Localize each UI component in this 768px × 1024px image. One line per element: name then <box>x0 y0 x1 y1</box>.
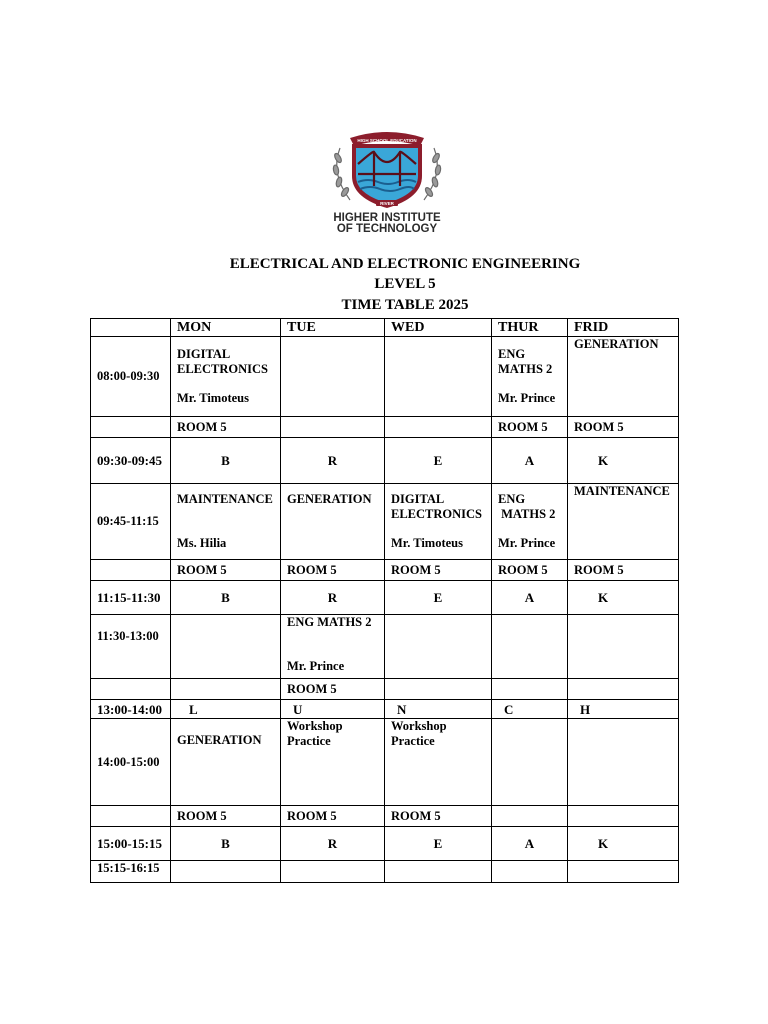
header-time-cell <box>91 319 171 337</box>
tue-cell <box>281 615 385 679</box>
break-letter: A <box>492 438 568 484</box>
lunch-row <box>91 700 679 719</box>
teacher-name: Mr. Timoteus <box>391 536 463 550</box>
thur-cell <box>492 337 568 417</box>
department-title: ELECTRICAL AND ELECTRONIC ENGINEERING <box>229 256 581 272</box>
logo-emblem <box>320 128 454 214</box>
subject-line: ENG <box>498 347 526 361</box>
room-cell: ROOM 5 <box>568 560 679 581</box>
room-cell: ROOM 5 <box>492 417 568 438</box>
break-letter: E <box>385 581 492 615</box>
room-cell <box>281 417 385 438</box>
subject-line: DIGITAL <box>177 347 231 361</box>
thur-cell <box>492 615 568 679</box>
room-cell: ROOM 5 <box>281 679 385 700</box>
logo-bottom-tag: RIVER <box>380 201 394 206</box>
mon-cell <box>171 719 281 806</box>
header-tue: TUE <box>281 319 385 337</box>
subject-line: Workshop <box>391 719 447 733</box>
time-cell <box>91 337 171 417</box>
break-letter: E <box>385 827 492 861</box>
time-cell: 11:15-11:30 <box>91 581 171 615</box>
time-cell: 09:45-11:15 <box>91 484 171 560</box>
room-row <box>91 679 679 700</box>
lunch-letter: L <box>171 700 281 719</box>
subject-line: GENERATION <box>574 337 659 351</box>
frid-cell <box>568 719 679 806</box>
time-cell <box>91 679 171 700</box>
room-cell: ROOM 5 <box>171 806 281 827</box>
level-title: LEVEL 5 <box>374 276 436 292</box>
tue-cell <box>281 861 385 883</box>
room-row <box>91 806 679 827</box>
room-cell <box>171 679 281 700</box>
wed-cell <box>385 615 492 679</box>
teacher-name: Mr. Prince <box>498 536 556 550</box>
tue-cell <box>281 719 385 806</box>
break-letter: B <box>171 581 281 615</box>
subject-line: ELECTRONICS <box>177 362 268 376</box>
timetable <box>90 318 679 883</box>
tue-cell <box>281 484 385 560</box>
subject-line: MATHS 2 <box>498 507 556 521</box>
thur-cell <box>492 861 568 883</box>
room-cell: ROOM 5 <box>171 560 281 581</box>
table-row <box>91 861 679 883</box>
time-cell <box>91 806 171 827</box>
logo-name-line1: HIGHER INSTITUTE <box>333 212 441 224</box>
break-letter: K <box>568 438 679 484</box>
time-cell: 14:00-15:00 <box>91 719 171 806</box>
break-letter: B <box>171 827 281 861</box>
mon-cell <box>171 615 281 679</box>
subject-line: GENERATION <box>287 492 372 506</box>
tue-cell <box>281 337 385 417</box>
room-cell: ROOM 5 <box>385 560 492 581</box>
subject-line: ENG MATHS 2 <box>287 615 372 629</box>
lunch-letter: U <box>281 700 385 719</box>
break-letter: A <box>492 581 568 615</box>
subject-line: GENERATION <box>177 733 262 747</box>
subject-line: Practice <box>287 734 331 748</box>
teacher-name: Mr. Timoteus <box>177 391 249 405</box>
lunch-letter: H <box>568 700 679 719</box>
room-cell <box>492 679 568 700</box>
wed-cell <box>385 337 492 417</box>
break-letter: A <box>492 827 568 861</box>
break-letter: B <box>171 438 281 484</box>
wed-cell <box>385 719 492 806</box>
break-letter: E <box>385 438 492 484</box>
room-cell <box>385 417 492 438</box>
room-cell: ROOM 5 <box>568 417 679 438</box>
wed-cell <box>385 861 492 883</box>
room-cell <box>568 806 679 827</box>
time-cell: 15:15-16:15 <box>91 861 171 883</box>
time-cell: 11:30-13:00 <box>91 615 171 679</box>
table-row <box>91 615 679 679</box>
lunch-letter: N <box>385 700 492 719</box>
header-wed: WED <box>385 319 492 337</box>
teacher-name: Mr. Prince <box>498 391 556 405</box>
subject-line: ENG <box>498 492 526 506</box>
frid-cell <box>568 337 679 417</box>
room-cell: ROOM 5 <box>281 806 385 827</box>
break-letter: R <box>281 827 385 861</box>
subject-line: ELECTRONICS <box>391 507 482 521</box>
break-row <box>91 581 679 615</box>
mon-cell <box>171 484 281 560</box>
room-cell: ROOM 5 <box>385 806 492 827</box>
break-letter: K <box>568 827 679 861</box>
logo-name-line2: OF TECHNOLOGY <box>336 223 438 235</box>
room-row <box>91 560 679 581</box>
header-thur: THUR <box>492 319 568 337</box>
mon-cell <box>171 861 281 883</box>
logo-institute-name <box>320 213 454 235</box>
time-cell <box>91 560 171 581</box>
break-letter: R <box>281 581 385 615</box>
table-row <box>91 337 679 417</box>
thur-cell <box>492 484 568 560</box>
header-row <box>91 319 679 337</box>
break-letter: R <box>281 438 385 484</box>
frid-cell <box>568 615 679 679</box>
room-cell: ROOM 5 <box>281 560 385 581</box>
time-label: 08:00-09:30 <box>97 369 160 383</box>
room-cell <box>568 679 679 700</box>
time-cell: 13:00-14:00 <box>91 700 171 719</box>
teacher-name: Ms. Hilia <box>177 536 227 550</box>
mon-cell <box>171 337 281 417</box>
room-cell <box>492 806 568 827</box>
thur-cell <box>492 719 568 806</box>
subject-line: MATHS 2 <box>498 362 553 376</box>
institute-logo <box>320 128 454 240</box>
subject-line: MAINTENANCE <box>574 484 670 498</box>
subject-line: Workshop <box>287 719 343 733</box>
break-row <box>91 438 679 484</box>
table-row <box>91 719 679 806</box>
room-row <box>91 417 679 438</box>
time-cell: 09:30-09:45 <box>91 438 171 484</box>
teacher-name: Mr. Prince <box>287 659 345 673</box>
frid-cell <box>568 861 679 883</box>
break-row <box>91 827 679 861</box>
subject-line: DIGITAL <box>391 492 445 506</box>
frid-cell <box>568 484 679 560</box>
room-cell: ROOM 5 <box>492 560 568 581</box>
header-mon: MON <box>171 319 281 337</box>
logo-banner-text: HIGH SCHOOL EDUCATION <box>357 138 417 143</box>
lunch-letter: C <box>492 700 568 719</box>
time-cell: 15:00-15:15 <box>91 827 171 861</box>
header-frid: FRID <box>568 319 679 337</box>
room-cell <box>385 679 492 700</box>
table-row <box>91 484 679 560</box>
time-cell <box>91 417 171 438</box>
room-cell: ROOM 5 <box>171 417 281 438</box>
timetable-title: TIME TABLE 2025 <box>341 297 469 313</box>
subject-line: Practice <box>391 734 435 748</box>
subject-line: MAINTENANCE <box>177 492 273 506</box>
wed-cell <box>385 484 492 560</box>
break-letter: K <box>568 581 679 615</box>
